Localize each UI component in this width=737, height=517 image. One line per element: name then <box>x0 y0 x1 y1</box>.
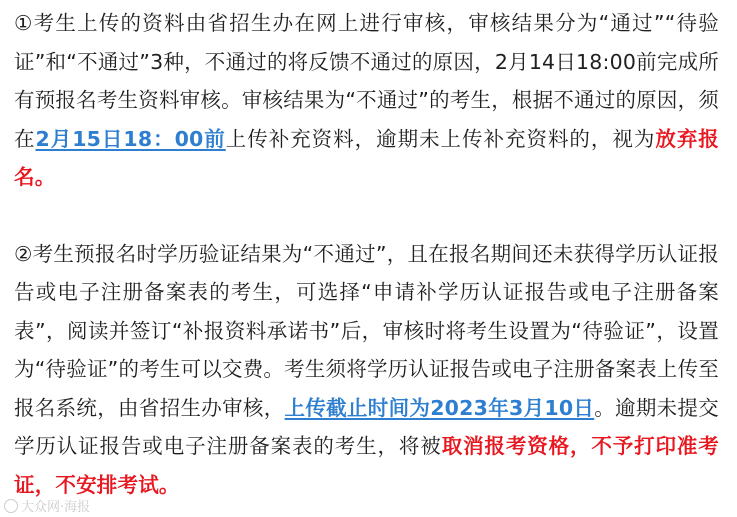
paragraph-text: ②考生预报名时学历验证结果为“不通过”，且在报名期间还未获得学历认证报告或电子注册备案表的考生，可选择“申请补学历认证报告或电子注册备案表”，阅读并签订“补报资料承诺书”后，审核时将考生设置为“待验证”，设置为“待验证”的考生可以交费。考生须将学历认证报告或电子注册备案表上传至报名系统，由省招生办审核， <box>14 241 719 420</box>
watermark-text: 大众网·海报 <box>21 500 91 515</box>
paragraph-review-results <box>14 0 719 197</box>
paragraph-education-verification <box>14 235 719 505</box>
deadline-highlight: 上传截止时间为2023年3月10日 <box>284 395 595 420</box>
watermark-logo-icon <box>4 499 18 513</box>
document-body <box>14 0 719 504</box>
paragraph-text: 上传补充资料，逾期未上传补充资料的，视为 <box>225 126 656 151</box>
paragraph-text: 。逾期未提交学历认证报告或电子注册备案表的考生，将被 <box>14 395 720 458</box>
paragraph-text: ①考生上传的资料由省招生办在网上进行审核，审核结果分为“通过”“待验证”和“不通过”3种，不通过的将反馈不通过的原因，2月14日18:00前完成所有预报名考生资料审核。审核结果为“不通过”的考生，根据不通过的原因，须在 <box>14 11 719 151</box>
penalty-highlight: 放弃报名。 <box>14 126 720 189</box>
deadline-highlight: 2月15日18：00前 <box>35 126 226 151</box>
penalty-highlight: 取消报考资格，不予打印准考证，不安排考试。 <box>14 434 719 497</box>
watermark <box>4 496 90 515</box>
